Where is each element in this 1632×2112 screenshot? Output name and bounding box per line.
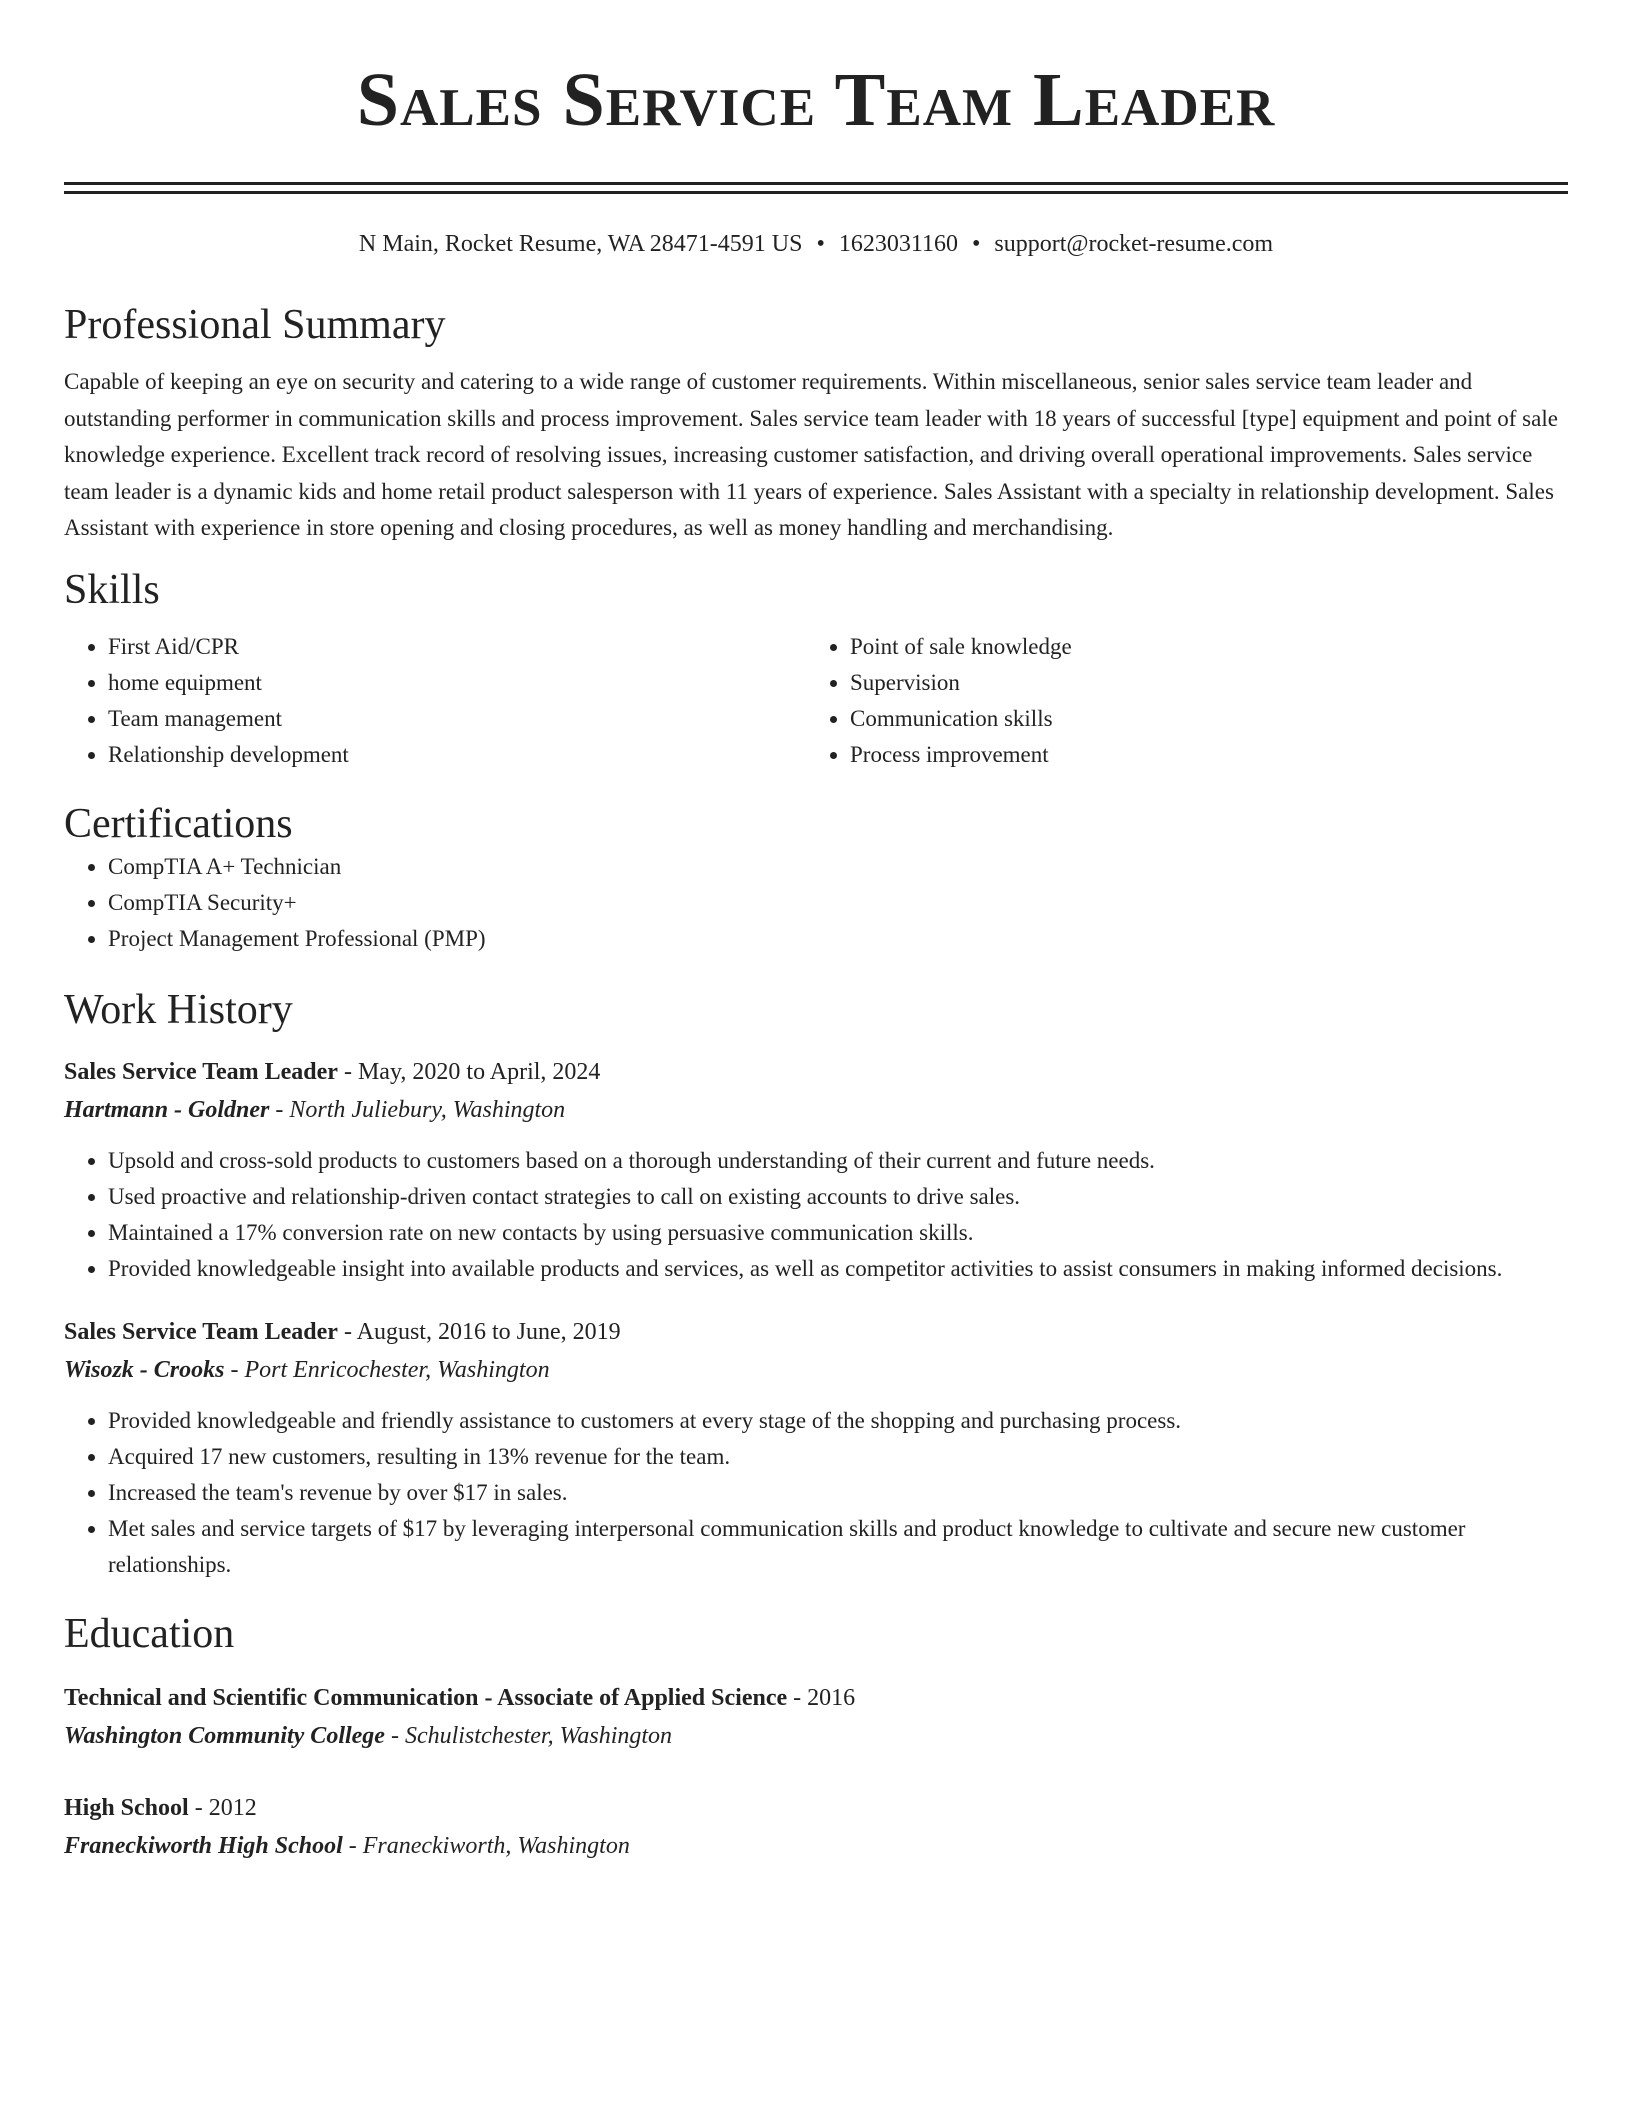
skills-list: [64, 629, 1568, 773]
job-location: - Port Enricochester, Washington: [230, 1356, 550, 1383]
education-location: - Franeckiworth, Washington: [348, 1832, 630, 1859]
education-school: Franeckiworth High School: [64, 1832, 343, 1859]
contact-separator: •: [816, 231, 825, 257]
job-dates: - August, 2016 to June, 2019: [343, 1318, 621, 1345]
skills-column-right: [806, 629, 1548, 773]
contact-separator: •: [971, 231, 981, 257]
job-company-line: [64, 1351, 1568, 1389]
job-duties-list: [64, 1403, 1568, 1583]
education-year: - 2012: [194, 1794, 257, 1821]
job-duty: • Increased the team's revenue by over $17 in sales.: [108, 1475, 1568, 1511]
job-duty: • Used proactive and relationship-driven contact strategies to call on existing accounts to drive sales.: [108, 1179, 1568, 1215]
skills-column-left: [64, 629, 806, 773]
work-history-heading: Work History: [64, 986, 293, 1033]
job-duty: • Met sales and service targets of $17 by leveraging interpersonal communication skills and product knowledge to cultivate and secure new customer relationships.: [108, 1511, 1568, 1583]
education-year: - 2016: [793, 1684, 856, 1711]
education-school-line: [64, 1717, 1568, 1755]
job-title-line: [64, 1313, 1568, 1351]
contact-address: N Main, Rocket Resume, WA 28471-4591 US: [358, 231, 803, 257]
certification-item: • CompTIA Security+: [108, 885, 1568, 921]
skill-item: • home equipment: [108, 665, 806, 701]
contact-phone: 1623031160: [838, 231, 958, 257]
skill-item: • Point of sale knowledge: [850, 629, 1548, 665]
job-location: - North Juliebury, Washington: [275, 1096, 566, 1123]
summary-text: Capable of keeping an eye on security and catering to a wide range of customer requirements. Within miscellaneous, senior sales service team leader and outstanding performer in communication skills and process improvement. Sales service team leader with 18 years of successful [type] equipment and point of sale knowledge experience. Excellent track record of resolving issues, increasing customer satisfaction, and driving overall operational improvements. Sales service team leader is a dynamic kids and home retail product salesperson with 11 years of experience. Sales Assistant with a specialty in relationship development. Sales Assistant with experience in store opening and closing procedures, as well as money handling and merchandising.: [64, 369, 1558, 540]
skill-item: • Supervision: [850, 665, 1548, 701]
summary-heading: Professional Summary: [64, 302, 446, 348]
job-company-line: [64, 1091, 1568, 1129]
education-location: - Schulistchester, Washington: [390, 1722, 673, 1749]
contact-line: [64, 228, 1568, 260]
certification-item: • Project Management Professional (PMP): [108, 921, 1568, 957]
resume-name: Sales Service Team Leader: [356, 58, 1276, 142]
education-degree-line: [64, 1679, 1568, 1717]
job-role: Sales Service Team Leader: [64, 1058, 338, 1085]
contact-email: support@rocket-resume.com: [994, 231, 1274, 257]
education-entry: [64, 1789, 1568, 1865]
job-company: Hartmann - Goldner: [64, 1096, 270, 1123]
education-entry: [64, 1679, 1568, 1755]
divider-line-bottom: [64, 191, 1568, 194]
skills-heading: Skills: [64, 566, 160, 613]
job-company: Wisozk - Crooks: [64, 1356, 225, 1383]
job-duty: • Provided knowledgeable insight into available products and services, as well as competitor activities to assist consumers in making informed decisions.: [108, 1251, 1568, 1287]
education-school-line: [64, 1827, 1568, 1865]
education-degree: High School: [64, 1794, 189, 1821]
certifications-heading: Certifications: [64, 800, 293, 847]
job-role: Sales Service Team Leader: [64, 1318, 338, 1345]
education-heading: Education: [64, 1610, 235, 1657]
skill-item: • Communication skills: [850, 701, 1548, 737]
skill-item: • Process improvement: [850, 737, 1548, 773]
header-divider: [64, 182, 1568, 194]
job-duty: • Provided knowledgeable and friendly assistance to customers at every stage of the shopping and purchasing process.: [108, 1403, 1568, 1439]
education-school: Washington Community College: [64, 1722, 385, 1749]
job-entry: [64, 1313, 1568, 1583]
job-duty: • Maintained a 17% conversion rate on new contacts by using persuasive communication skills.: [108, 1215, 1568, 1251]
skill-item: • First Aid/CPR: [108, 629, 806, 665]
certification-item: • CompTIA A+ Technician: [108, 849, 1568, 885]
education-degree: Technical and Scientific Communication - Associate of Applied Science: [64, 1684, 788, 1711]
skill-item: • Relationship development: [108, 737, 806, 773]
job-dates: - May, 2020 to April, 2024: [343, 1058, 601, 1085]
job-title-line: [64, 1053, 1568, 1091]
job-duties-list: [64, 1143, 1568, 1287]
job-duty: • Upsold and cross-sold products to customers based on a thorough understanding of their current and future needs.: [108, 1143, 1568, 1179]
skill-item: • Team management: [108, 701, 806, 737]
certifications-list: [64, 849, 1568, 957]
education-degree-line: [64, 1789, 1568, 1827]
job-duty: • Acquired 17 new customers, resulting in 13% revenue for the team.: [108, 1439, 1568, 1475]
job-entry: [64, 1053, 1568, 1287]
divider-line-top: [64, 182, 1568, 185]
